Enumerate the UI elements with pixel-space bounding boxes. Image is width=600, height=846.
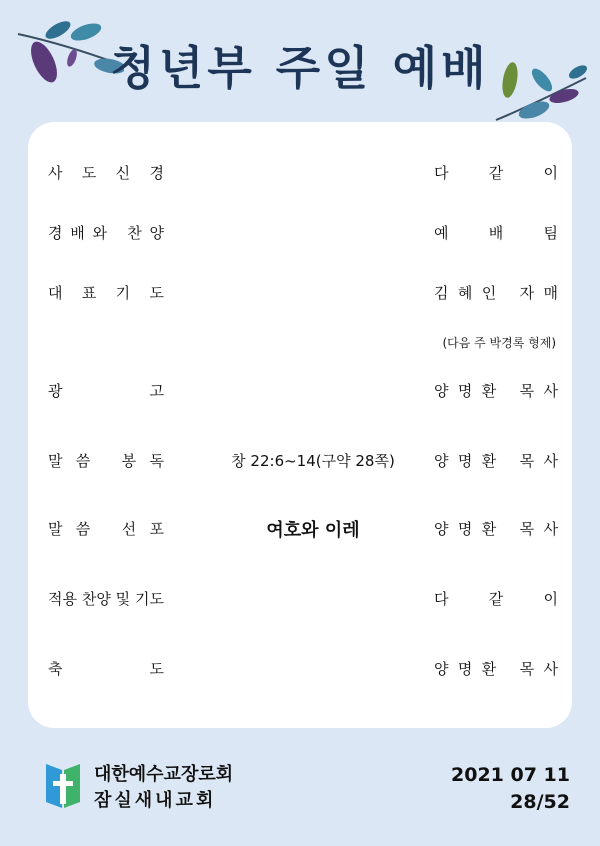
church-name-block [94,762,233,814]
item-label: 경 배 와 찬 양 [48,224,164,242]
cross-book-icon [44,760,82,810]
item-label: 광 고 [48,382,164,400]
scripture-reference: 창 22:6~14(구약 28쪽) [231,452,395,470]
church-name: 잠실새내교회 [94,790,217,811]
item-leader: 양 명 환 목 사 [434,452,558,470]
bulletin-meta [451,762,570,816]
sermon-title: 여호와 이레 [266,520,360,541]
service-row [28,584,572,614]
order-of-service-card [28,122,572,728]
item-label: 말 씀 선 포 [48,520,164,538]
service-row [28,654,572,684]
item-label: 축 도 [48,660,164,678]
next-week-note: (다음 주 박경록 형제) [442,336,556,350]
item-leader: 다 같 이 [434,590,558,608]
item-label: 사 도 신 경 [48,164,164,182]
page-title: 청년부 주일 예배 [110,41,490,95]
service-row [28,278,572,308]
service-row-note [28,328,572,352]
service-row [28,218,572,248]
denomination: 대한예수교장로회 [94,764,234,785]
item-label: 말 씀 봉 독 [48,452,164,470]
bulletin-date: 2021 07 11 [451,764,570,786]
bulletin-number: 28/52 [510,791,570,813]
service-row [28,446,572,476]
service-row [28,376,572,406]
service-row [28,158,572,188]
item-label: 적 용 찬 양 및 기 도 [48,590,164,608]
item-leader: 양 명 환 목 사 [434,382,558,400]
item-leader: 양 명 환 목 사 [434,660,558,678]
item-leader: 양 명 환 목 사 [434,520,558,538]
service-row [28,514,572,544]
item-leader: 예 배 팀 [434,224,558,242]
item-leader: 김 혜 인 자 매 [434,284,558,302]
item-label: 대 표 기 도 [48,284,164,302]
item-leader: 다 같 이 [434,164,558,182]
